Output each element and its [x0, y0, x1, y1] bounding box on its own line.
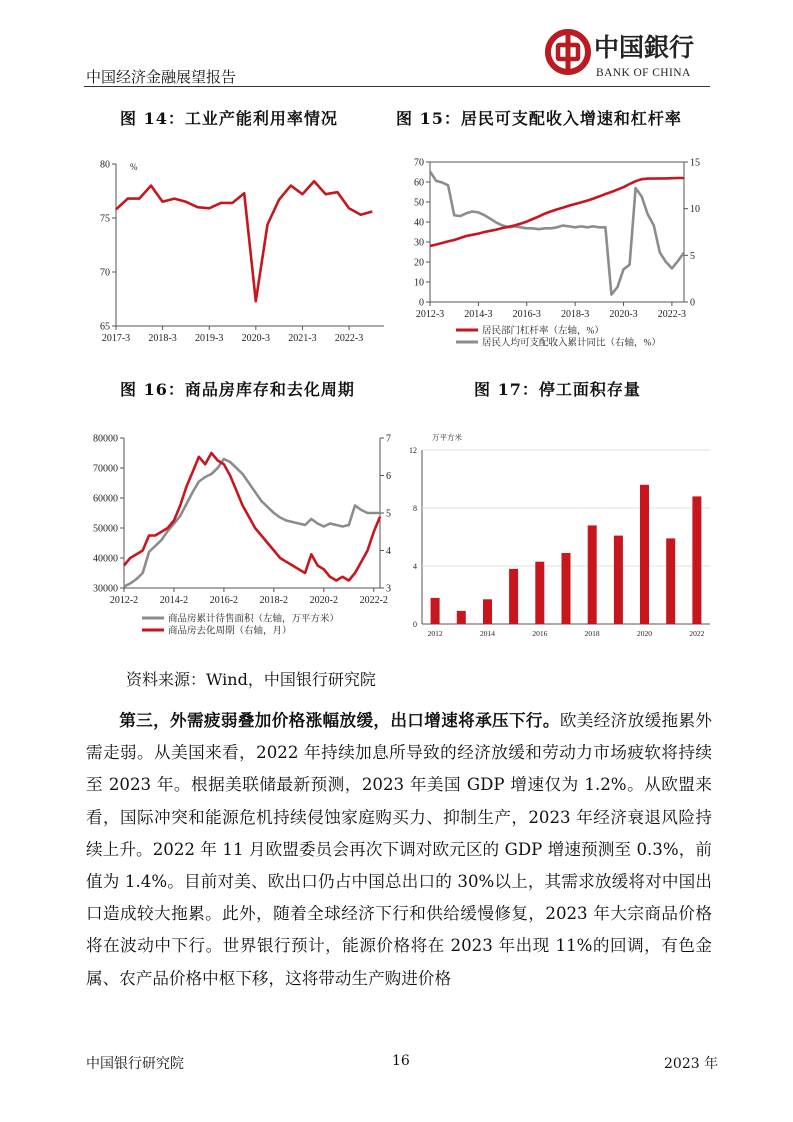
bar-2021: [666, 538, 675, 624]
bar-2015: [509, 569, 518, 624]
x-tick-label: 2016-3: [512, 309, 541, 320]
x-tick-label: 2017-3: [101, 333, 131, 344]
x-tick-label: 2018-3: [148, 333, 177, 344]
x-tick-label: 2016: [532, 629, 548, 638]
y-tick-label: 75: [100, 213, 110, 225]
y-left-tick-label: 80000: [93, 433, 118, 445]
y-left-tick-label: 70000: [93, 463, 118, 475]
x-tick-label: 2012-2: [109, 595, 139, 606]
x-tick-label: 2018-3: [560, 309, 590, 320]
series-line-capacity-utilization: [116, 181, 372, 301]
y-tick-label: 8: [413, 504, 417, 513]
legend-label: 居民人均可支配收入累计同比（右轴，%）: [482, 338, 661, 349]
y-left-tick-label: 20: [414, 257, 424, 269]
x-tick-label: 2020: [637, 629, 653, 638]
bar-2019: [614, 536, 623, 624]
figure-15-title: 图 15：居民可支配收入增速和杠杆率: [396, 109, 682, 128]
legend-label: 商品房去化周期（右轴，月）: [168, 626, 292, 637]
y-left-tick-label: 50: [414, 197, 424, 209]
series-line-destocking-cycle: [124, 453, 380, 581]
body-text: 欧美经济放缓拖累外需走弱。从美国来看，2022 年持续加息所导致的经济放缓和劳动力市场疲软将持续至 2023 年。根据美联储最新预测，2023 年美国 GDP 增速仅为 1.2%。从欧盟来看，国际冲突和能源危机持续侵蚀家庭购买力、抑制生产，2023 年经济衰退风险持续上升。2022 年 11 月欧盟委员会再次下调对欧元区的 GDP 增速预测至 0.3%，前值为 1.4%。目前对美、欧出口仍占中国总出口的 30%以上，其需求放缓将对中国出口造成较大拖累。此外，随着全球经济下行和供给缓慢修复，2023 年大宗商品价格将在波动中下行。世界银行预计，能源价格将在 2023 年出现 11%的回调，有色金属、农产品价格中枢下移，这将带动生产购进价格: [86, 711, 713, 988]
bank-of-china-logo: [544, 26, 714, 82]
bar-2020: [640, 485, 649, 624]
figure-14-title: 图 14：工业产能利用率情况: [120, 109, 338, 128]
unit-label: %: [130, 162, 138, 172]
x-tick-label: 2020-3: [609, 309, 638, 320]
x-tick-label: 2012-3: [415, 309, 445, 320]
x-tick-label: 2020-2: [309, 595, 338, 606]
body-lead-sentence: 第三，外需疲弱叠加价格涨幅放缓，出口增速将承压下行。: [119, 710, 560, 730]
y-tick-label: 0: [413, 620, 417, 629]
y-right-tick-label: 7: [386, 433, 391, 445]
x-tick-label: 2019-3: [195, 333, 224, 344]
bar-2017: [562, 553, 571, 624]
figure-16-title: 图 16：商品房库存和去化周期: [120, 380, 355, 399]
source-line: 资料来源：Wind，中国银行研究院: [126, 670, 376, 689]
figure-17-chart: [400, 428, 720, 642]
y-tick-label: 12: [409, 446, 417, 455]
bar-2012: [431, 598, 440, 624]
bar-2016: [535, 562, 544, 624]
x-tick-label: 2022-2: [359, 595, 388, 606]
y-left-tick-label: 60: [414, 177, 424, 189]
y-right-tick-label: 5: [690, 250, 695, 262]
logo-text-cn: 中国銀行: [594, 35, 695, 62]
x-tick-label: 2014-2: [159, 595, 189, 606]
y-right-tick-label: 5: [386, 508, 391, 520]
footer-page-number: 16: [392, 1053, 410, 1069]
bar-2014: [483, 599, 492, 624]
y-left-tick-label: 10: [414, 277, 424, 289]
y-left-tick-label: 40: [414, 217, 424, 229]
figure-14-chart: [86, 150, 386, 350]
x-tick-label: 2014: [479, 629, 495, 638]
y-right-tick-label: 10: [690, 204, 700, 216]
body-paragraph: [86, 704, 712, 995]
x-tick-label: 2020-3: [241, 333, 270, 344]
y-right-tick-label: 0: [690, 297, 695, 309]
x-tick-label: 2018-2: [259, 595, 289, 606]
header-title: 中国经济金融展望报告: [86, 68, 237, 86]
series-line-income-growth: [430, 171, 684, 294]
y-tick-label: 70: [100, 267, 110, 279]
y-left-tick-label: 0: [419, 297, 424, 309]
x-tick-label: 2021-3: [288, 333, 317, 344]
header-rule: [84, 86, 710, 87]
logo-text-en: BANK OF CHINA: [596, 67, 691, 79]
y-tick-label: 4: [413, 562, 417, 571]
x-tick-label: 2012: [427, 629, 443, 638]
figure-17-title: 图 17：停工面积存量: [474, 380, 641, 399]
y-left-tick-label: 30000: [93, 583, 118, 595]
y-tick-label: 80: [100, 159, 110, 171]
y-left-tick-label: 50000: [93, 523, 118, 535]
figure-16-chart: [86, 428, 406, 642]
figure-15-chart: [400, 150, 720, 356]
bar-2022: [692, 496, 701, 624]
y-left-tick-label: 30: [414, 237, 424, 249]
y-left-tick-label: 40000: [93, 553, 118, 565]
y-right-tick-label: 3: [386, 583, 391, 595]
bar-2013: [457, 611, 466, 624]
legend-label: 居民部门杠杆率（左轴，%）: [482, 326, 604, 337]
x-tick-label: 2014-3: [464, 309, 493, 320]
x-tick-label: 2018: [584, 629, 600, 638]
y-right-tick-label: 4: [386, 546, 391, 557]
unit-label: 万平方米: [432, 433, 462, 442]
x-tick-label: 2016-2: [209, 595, 239, 606]
x-tick-label: 2022-3: [657, 309, 687, 320]
footer-year: 2023 年: [664, 1056, 719, 1072]
y-tick-label: 65: [100, 321, 110, 333]
y-left-tick-label: 70: [414, 157, 424, 169]
legend-label: 商品房累计待售面积（左轴，万平方米）: [168, 614, 340, 625]
x-tick-label: 2022: [689, 629, 705, 638]
footer-institution: 中国银行研究院: [86, 1056, 184, 1072]
y-left-tick-label: 60000: [93, 493, 118, 505]
x-tick-label: 2022-3: [334, 333, 364, 344]
y-right-tick-label: 15: [690, 157, 700, 169]
y-right-tick-label: 6: [386, 471, 391, 482]
bar-2018: [588, 525, 597, 624]
